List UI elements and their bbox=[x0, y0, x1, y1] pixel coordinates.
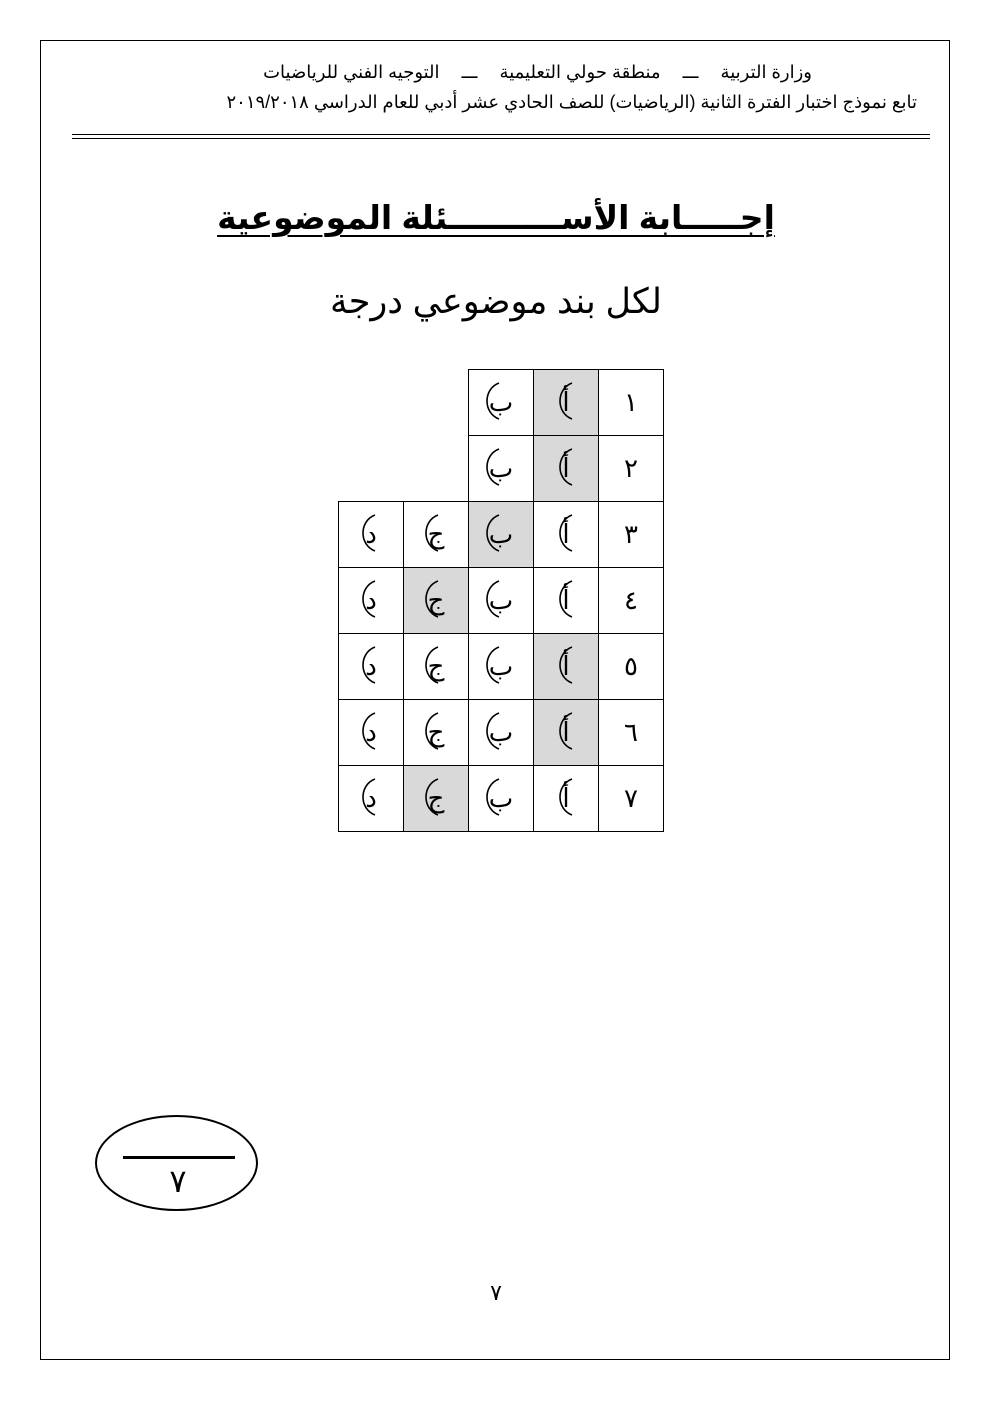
question-number: ٢ bbox=[599, 436, 664, 502]
option-arc-icon bbox=[550, 445, 590, 489]
option-arc-icon bbox=[353, 511, 393, 555]
question-number: ١ bbox=[599, 370, 664, 436]
answer-option bbox=[469, 568, 534, 634]
page-subtitle: لكل بند موضوعي درجة bbox=[330, 282, 662, 321]
answer-option bbox=[339, 766, 404, 832]
option-label: ب bbox=[489, 783, 513, 814]
option-label: أ bbox=[562, 387, 569, 418]
option-arc-icon bbox=[477, 379, 517, 423]
option-label: ج bbox=[428, 585, 445, 616]
option-label: ب bbox=[489, 519, 513, 550]
option-arc-icon bbox=[477, 709, 517, 753]
option-label: ج bbox=[428, 651, 445, 682]
empty-cell bbox=[339, 436, 404, 502]
answer-row bbox=[339, 436, 664, 502]
option-label: ب bbox=[489, 387, 513, 418]
option-label: د bbox=[365, 651, 377, 682]
question-number: ٤ bbox=[599, 568, 664, 634]
option-arc-icon bbox=[416, 577, 456, 621]
option-label: ب bbox=[489, 585, 513, 616]
option-label: د bbox=[365, 585, 377, 616]
score-total: ٧ bbox=[169, 1163, 187, 1199]
option-label: أ bbox=[562, 783, 569, 814]
option-arc-icon bbox=[353, 709, 393, 753]
answer-option bbox=[469, 436, 534, 502]
option-arc-icon bbox=[477, 775, 517, 819]
answer-option-selected bbox=[404, 766, 469, 832]
option-label: د bbox=[365, 519, 377, 550]
answer-option bbox=[469, 634, 534, 700]
option-label: ج bbox=[428, 717, 445, 748]
question-number: ٣ bbox=[599, 502, 664, 568]
option-arc-icon bbox=[550, 643, 590, 687]
question-number: ٦ bbox=[599, 700, 664, 766]
option-arc-icon bbox=[416, 709, 456, 753]
option-arc-icon bbox=[416, 643, 456, 687]
option-label: ب bbox=[489, 453, 513, 484]
question-number: ٥ bbox=[599, 634, 664, 700]
option-label: د bbox=[365, 717, 377, 748]
ministry-name: وزارة التربية bbox=[720, 62, 812, 82]
answer-option bbox=[404, 634, 469, 700]
answer-option bbox=[339, 502, 404, 568]
answer-option-selected bbox=[534, 370, 599, 436]
page-number: ٧ bbox=[490, 1280, 502, 1305]
option-arc-icon bbox=[477, 511, 517, 555]
answer-option bbox=[469, 370, 534, 436]
option-label: أ bbox=[562, 717, 569, 748]
option-label: ب bbox=[489, 717, 513, 748]
option-label: أ bbox=[562, 519, 569, 550]
option-arc-icon bbox=[477, 577, 517, 621]
title-text: إجـــــابة الأســــــــــئلة الموضوعية bbox=[217, 199, 775, 236]
option-arc-icon bbox=[477, 445, 517, 489]
option-arc-icon bbox=[550, 775, 590, 819]
question-number: ٧ bbox=[599, 766, 664, 832]
option-label: أ bbox=[562, 585, 569, 616]
answer-option-selected bbox=[534, 700, 599, 766]
option-label: د bbox=[365, 783, 377, 814]
answer-row bbox=[339, 370, 664, 436]
answer-option bbox=[469, 700, 534, 766]
option-arc-icon bbox=[550, 577, 590, 621]
header-separator: ـــ bbox=[682, 62, 699, 82]
answer-row bbox=[339, 568, 664, 634]
answer-table bbox=[338, 369, 664, 832]
option-arc-icon bbox=[353, 577, 393, 621]
answer-option-selected bbox=[404, 568, 469, 634]
answer-row bbox=[339, 766, 664, 832]
district-name: منطقة حولي التعليمية bbox=[499, 62, 661, 82]
answer-option-selected bbox=[534, 436, 599, 502]
option-arc-icon bbox=[353, 775, 393, 819]
empty-cell bbox=[339, 370, 404, 436]
header-separator: ـــ bbox=[461, 62, 478, 82]
answer-row bbox=[339, 634, 664, 700]
answer-option bbox=[469, 766, 534, 832]
answer-option-selected bbox=[534, 634, 599, 700]
answer-row bbox=[339, 700, 664, 766]
header-line-2: تابع نموذج اختبار الفترة الثانية (الرياضيات) للصف الحادي عشر أدبي للعام الدراسي ٢٠١٩/٢٠١٨ bbox=[226, 92, 917, 112]
answer-option bbox=[339, 700, 404, 766]
answer-option bbox=[404, 700, 469, 766]
answer-option bbox=[534, 502, 599, 568]
empty-cell bbox=[404, 436, 469, 502]
page-title bbox=[200, 198, 792, 237]
header-rule bbox=[72, 138, 930, 139]
answer-table-body bbox=[339, 370, 664, 832]
option-label: أ bbox=[562, 453, 569, 484]
answer-option bbox=[339, 634, 404, 700]
answer-option bbox=[534, 568, 599, 634]
answer-option-selected bbox=[469, 502, 534, 568]
answer-option bbox=[339, 568, 404, 634]
option-label: ب bbox=[489, 651, 513, 682]
option-arc-icon bbox=[550, 379, 590, 423]
score-fraction-line bbox=[123, 1156, 235, 1159]
option-arc-icon bbox=[416, 775, 456, 819]
option-label: أ bbox=[562, 651, 569, 682]
empty-cell bbox=[404, 370, 469, 436]
answer-option bbox=[534, 766, 599, 832]
option-arc-icon bbox=[353, 643, 393, 687]
option-arc-icon bbox=[416, 511, 456, 555]
department-name: التوجيه الفني للرياضيات bbox=[263, 62, 440, 82]
option-arc-icon bbox=[550, 709, 590, 753]
header-line-1 bbox=[70, 62, 812, 86]
answer-row bbox=[339, 502, 664, 568]
option-arc-icon bbox=[477, 643, 517, 687]
option-label: ج bbox=[428, 783, 445, 814]
option-label: ج bbox=[428, 519, 445, 550]
header-rule bbox=[72, 134, 930, 135]
answer-option bbox=[404, 502, 469, 568]
option-arc-icon bbox=[550, 511, 590, 555]
